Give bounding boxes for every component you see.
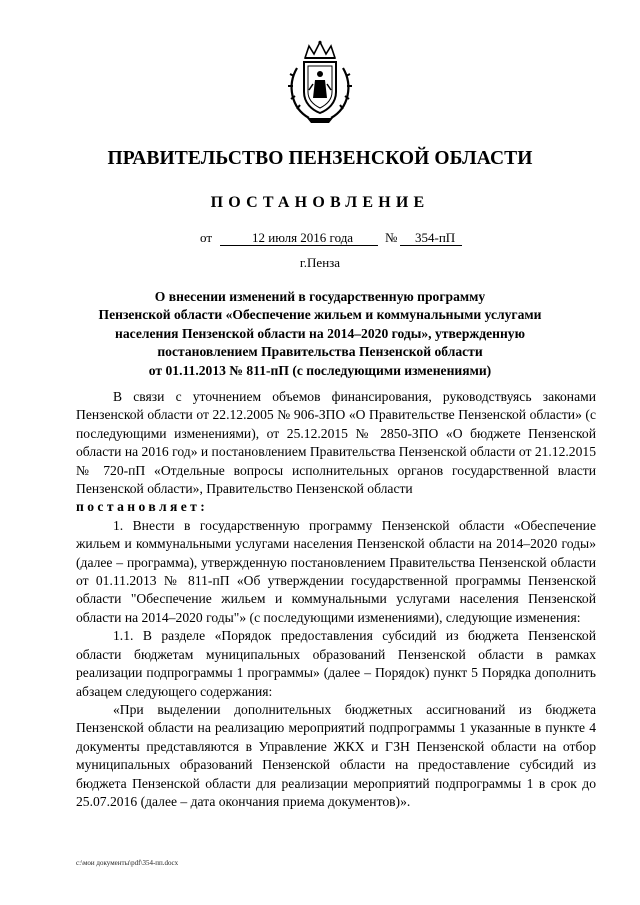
decree-body (76, 388, 596, 811)
number-underline (400, 245, 462, 246)
city: г.Пенза (299, 255, 341, 270)
document-type: ПОСТАНОВЛЕНИЕ (210, 194, 430, 211)
file-path-footer: c:\мои документы\pdf\354-пп.docx (76, 859, 179, 867)
decree-subject (80, 288, 560, 380)
subject-line: от 01.11.2013 № 811-пП (с последующими изменениями) (148, 362, 492, 378)
decree-number: 354-пП (415, 230, 456, 245)
subject-line: Пензенской области «Обеспечение жильем и коммунальными услугами (98, 307, 542, 323)
organization-title: ПРАВИТЕЛЬСТВО ПЕНЗЕНСКОЙ ОБЛАСТИ (107, 148, 533, 169)
number-sign: № (385, 230, 398, 245)
quote-paragraph: «При выделении дополнительных бюджетных ассигнований из бюджета Пензенской области на реализацию мероприятий подпрограммы 1 указанные в пункте 4 документы представляются в Управление ЖКХ и ГЗН Пензенской области на отбор муниципальных образований Пензенской области на предоставление субсидий из бюджета Пензенской области для реализации мероприятий подпрограммы 1 в срок до 25.07.2016 (далее – дата окончания приема документов)». (76, 701, 596, 809)
date-prefix: от (200, 230, 213, 245)
subject-line: постановлением Правительства Пензенской области (157, 344, 483, 360)
item-1-paragraph: 1. Внести в государственную программу Пензенской области «Обеспечение жильем и коммунальными услугами населения Пензенской области на 2014–2020 годы» (далее – программа), утвержденную постановлением Правительства Пензенской области от 01.11.2013 № 811-пП «Об утверждении государственной программы Пензенской области "Обеспечение жильем и коммунальными услугами населения Пензенской области на 2014–2020 годы"» (с последующими изменениями), следующие изменения: (76, 517, 596, 625)
decree-word: постановляет: (76, 499, 209, 515)
coat-of-arms-icon (285, 40, 355, 124)
date-underline (220, 245, 378, 246)
subject-line: населения Пензенской области на 2014–2020 годы», утвержденную (115, 325, 525, 341)
item-1-1-paragraph: 1.1. В разделе «Порядок предоставления субсидий из бюджета Пензенской области бюджетам муниципальных образований Пензенской области в рамках реализации подпрограммы 1 программы» (далее – Порядок) пункт 5 Порядка дополнить абзацем следующего содержания: (76, 628, 596, 699)
intro-paragraph: В связи с уточнением объемов финансирования, руководствуясь законами Пензенской области от 22.12.2005 № 906-ЗПО «О Правительстве Пензенской области» (с последующими изменениями), от 25.12.2015 № 2850-ЗПО «О бюджете Пензенской области на 2016 год» и постановлением Правительства Пензенской области от 21.12.2015 № 720-пП «Отдельные вопросы исполнительных органов государственной власти Пензенской области», Правительство Пензенской области (76, 389, 596, 497)
subject-line: О внесении изменений в государственную программу (154, 289, 486, 304)
decree-date: 12 июля 2016 года (252, 230, 354, 245)
